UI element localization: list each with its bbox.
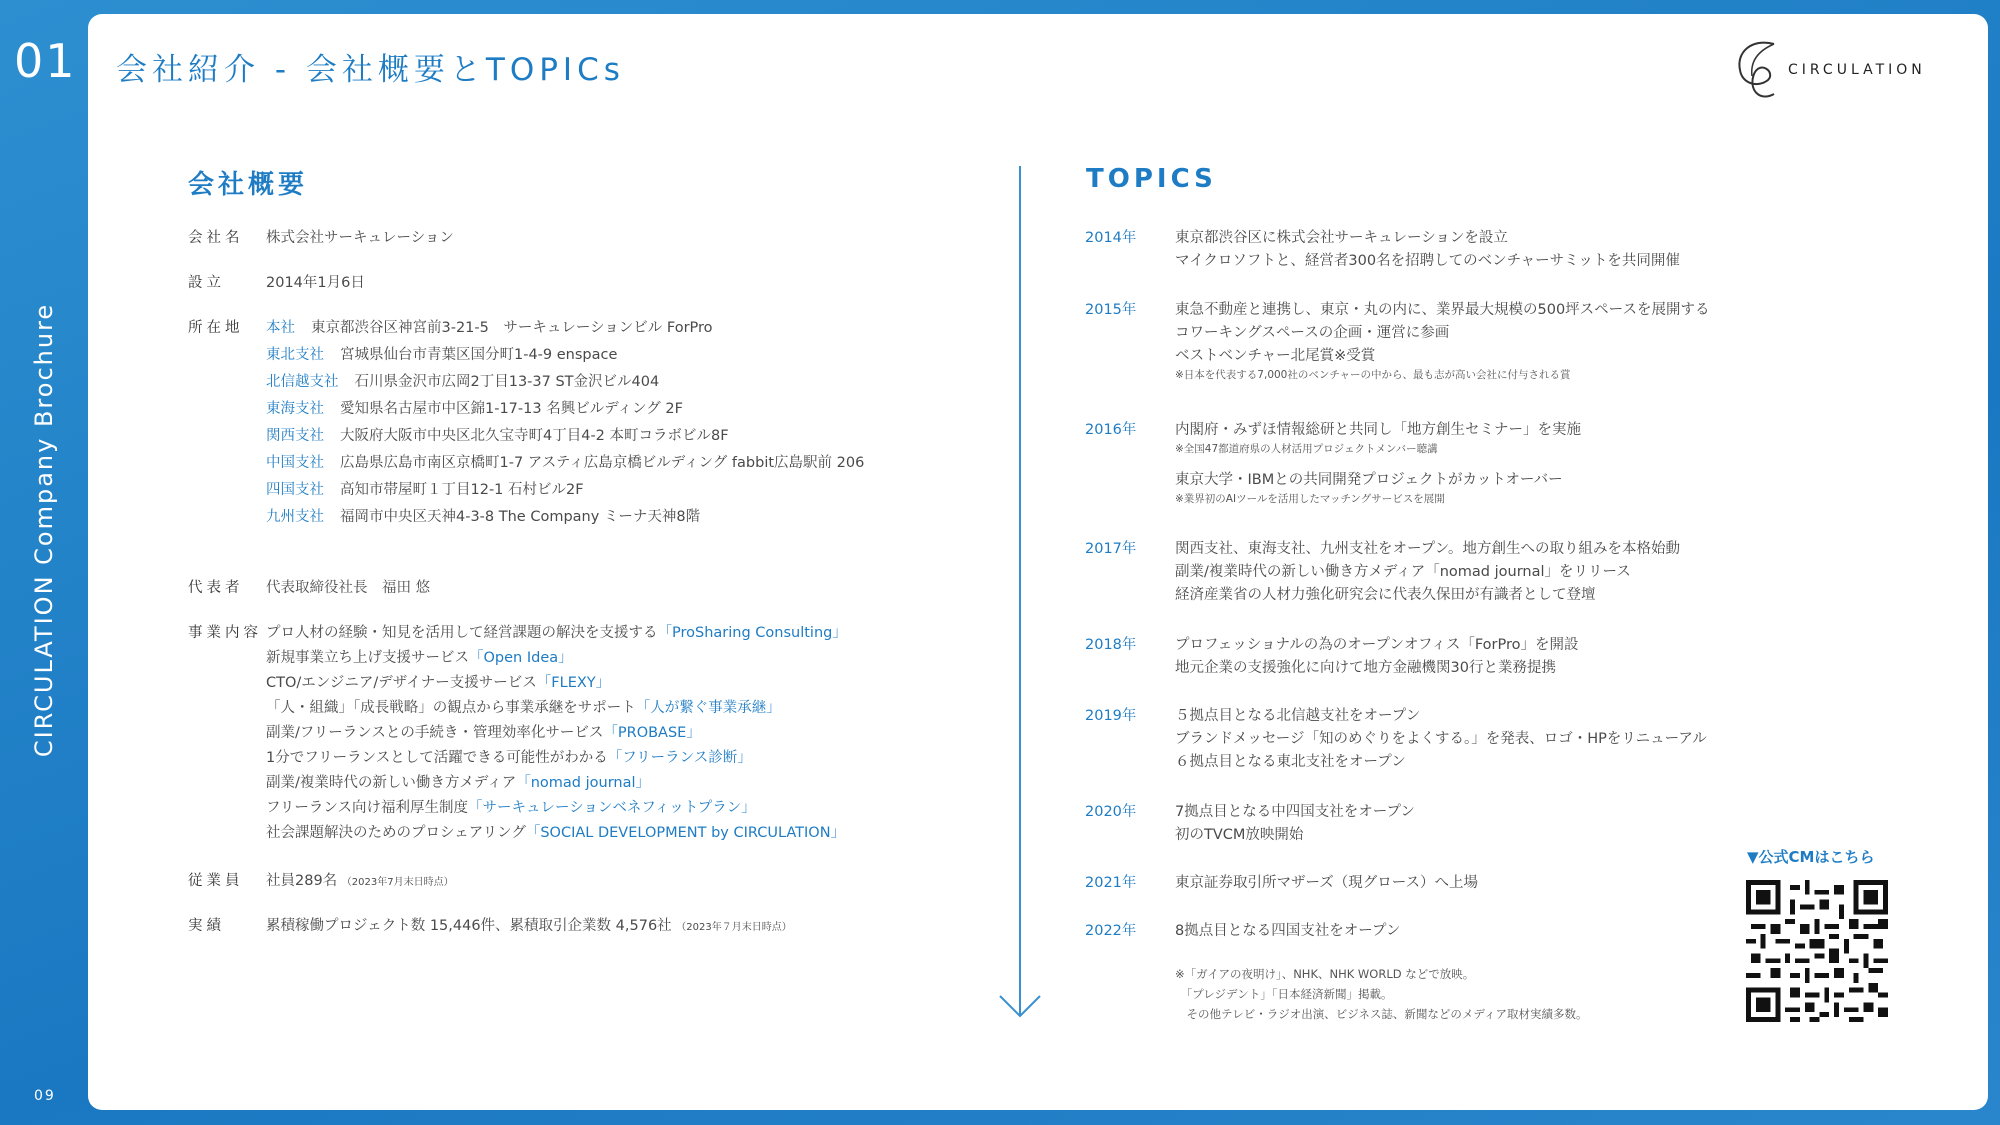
location-label: 所在地 — [188, 320, 244, 336]
overview-heading: 会社概要 — [188, 170, 309, 200]
office-name: 東海支社 — [266, 401, 324, 417]
business-item — [266, 746, 752, 767]
representative: 代表取締役社長 福田 悠 — [266, 580, 431, 596]
business-text: 社会課題解決のためのプロシェアリング — [266, 825, 526, 841]
topic-note: ※業界初のAIツールを活用したマッチングサービスを展開 — [1175, 493, 1445, 505]
office-item — [266, 343, 617, 364]
business-item — [266, 821, 845, 842]
employees-label: 従業員 — [188, 873, 244, 889]
timeline-divider — [1019, 166, 1021, 1016]
topic-line: 経済産業省の人材力強化研究会に代表久保田が有識者として登壇 — [1175, 587, 1596, 603]
footnote-line: ※「ガイアの夜明け」、NHK、NHK WORLD などで放映。 — [1175, 967, 1475, 981]
footnote-line: その他テレビ・ラジオ出演、ビジネス誌、新聞などのメディア取材実績多数。 — [1175, 1007, 1588, 1021]
service-name: 「人が繋ぐ事業承継」 — [635, 700, 781, 716]
results-note: （2023年７月末日時点） — [676, 922, 792, 933]
business-label: 事業内容 — [188, 625, 262, 641]
office-address: 福岡市中央区天神4-3-8 The Company ミーナ天神8階 — [340, 509, 701, 525]
office-item — [266, 316, 713, 337]
service-name: 「フリーランス診断」 — [607, 750, 752, 766]
service-name: 「PROBASE」 — [603, 725, 701, 741]
topic-line: 内閣府・みずほ情報総研と共同し「地方創生セミナー」を実施 — [1175, 422, 1581, 438]
topic-note: ※全国47都道府県の人材活用プロジェクトメンバー聴講 — [1175, 443, 1438, 455]
topic-line: 関西支社、東海支社、九州支社をオープン。地方創生への取り組みを本格始動 — [1175, 541, 1681, 557]
office-address: 宮城県仙台市青葉区国分町1-4-9 enspace — [340, 347, 618, 363]
business-text: CTO/エンジニア/デザイナー支援サービス — [266, 675, 537, 691]
representative-label: 代表者 — [188, 580, 244, 596]
founded-date: 2014年1月6日 — [266, 275, 365, 291]
circulation-logo — [1730, 30, 1960, 110]
founded-label: 設立 — [188, 275, 225, 291]
company-name-label: 会社名 — [188, 230, 244, 246]
topic-year: 2020年 — [1085, 804, 1137, 820]
office-address: 高知市帯屋町１丁目12-1 石村ビル2F — [340, 482, 584, 498]
topic-line: ブランドメッセージ「知のめぐりをよくする。」を発表、ロゴ・HPをリニューアル — [1175, 731, 1707, 747]
office-item — [266, 451, 864, 472]
topic-line: マイクロソフトと、経営者300名を招聘してのベンチャーサミットを共同開催 — [1175, 253, 1680, 269]
circulation-logo-icon — [1730, 30, 1790, 110]
office-name: 四国支社 — [266, 482, 324, 498]
office-address: 大阪府大阪市中央区北久宝寺町4丁目4-2 本町コラボビル8F — [340, 428, 729, 444]
service-name: 「サーキュレーションベネフィットプラン」 — [467, 800, 756, 816]
topic-year: 2017年 — [1085, 541, 1137, 557]
office-item — [266, 505, 700, 526]
business-item — [266, 796, 756, 817]
topic-line: 東急不動産と連携し、東京・丸の内に、業界最大規模の500坪スペースを展開する — [1175, 302, 1710, 318]
office-address: 広島県広島市南区京橋町1-7 アスティ広島京橋ビルディング fabbit広島駅前 206 — [340, 455, 865, 471]
office-name: 本社 — [266, 320, 295, 336]
office-item — [266, 397, 683, 418]
office-item — [266, 478, 584, 499]
topic-year: 2019年 — [1085, 708, 1137, 724]
office-item — [266, 370, 659, 391]
topic-line: ６拠点目となる東北支社をオープン — [1175, 754, 1406, 770]
topic-line: 東京大学・IBMとの共同開発プロジェクトがカットオーバー — [1175, 472, 1563, 488]
employees: 社員289名 — [266, 873, 338, 889]
topic-year: 2021年 — [1085, 875, 1137, 891]
results-label: 実績 — [188, 918, 225, 934]
office-item — [266, 424, 729, 445]
office-address: 愛知県名古屋市中区錦1-17-13 名興ビルディング 2F — [340, 401, 683, 417]
employees-note: （2023年7月末日時点） — [341, 877, 454, 888]
business-text: 1分でフリーランスとして活躍できる可能性がわかる — [266, 750, 608, 766]
office-name: 北信越支社 — [266, 374, 339, 390]
topic-line: 初のTVCM放映開始 — [1175, 827, 1304, 843]
service-name: 「nomad journal」 — [516, 775, 651, 791]
service-name: 「FLEXY」 — [536, 675, 611, 691]
service-name: 「Open Idea」 — [469, 650, 573, 666]
folio: 09 — [34, 1088, 56, 1104]
business-text: 新規事業立ち上げ支援サービス — [266, 650, 469, 666]
content-card — [88, 14, 1988, 1110]
office-name: 関西支社 — [266, 428, 324, 444]
footnote-line: 「プレジデント」「日本経済新聞」掲載。 — [1175, 987, 1393, 1001]
topic-year: 2015年 — [1085, 302, 1137, 318]
office-name: 東北支社 — [266, 347, 324, 363]
topic-line: 7拠点目となる中四国支社をオープン — [1175, 804, 1415, 820]
topic-line: ベストベンチャー北尾賞※受賞 — [1175, 348, 1376, 364]
business-text: プロ人材の経験・知見を活用して経営課題の解決を支援する — [266, 625, 658, 641]
topic-year: 2014年 — [1085, 230, 1137, 246]
topic-line: 東京都渋谷区に株式会社サーキュレーションを設立 — [1175, 230, 1508, 246]
office-name: 中国支社 — [266, 455, 324, 471]
topics-heading: TOPICS — [1086, 164, 1217, 194]
office-name: 九州支社 — [266, 509, 324, 525]
down-arrow-icon — [998, 994, 1042, 1020]
topic-line: ５拠点目となる北信越支社をオープン — [1175, 708, 1421, 724]
office-address: 東京都渋谷区神宮前3-21-5 サーキュレーションビル ForPro — [311, 320, 713, 336]
service-name: 「SOCIAL DEVELOPMENT by CIRCULATION」 — [525, 825, 846, 841]
topic-line: 副業/複業時代の新しい働き方メディア「nomad journal」をリリース — [1175, 564, 1631, 580]
office-address: 石川県金沢市広岡2丁目13-37 ST金沢ビル404 — [354, 374, 660, 390]
qr-code-icon[interactable] — [1746, 880, 1888, 1022]
topic-line: 8拠点目となる四国支社をオープン — [1175, 923, 1401, 939]
service-name: 「ProSharing Consulting」 — [657, 625, 847, 641]
page-title: 会社紹介 - 会社概要とTOPICs — [116, 52, 625, 88]
business-item — [266, 771, 650, 792]
business-text: フリーランス向け福利厚生制度 — [266, 800, 468, 816]
media-footnote — [1175, 964, 1588, 1024]
business-item — [266, 621, 847, 642]
topic-note: ※日本を代表する7,000社のベンチャーの中から、最も志が高い会社に付与される賞 — [1175, 369, 1571, 381]
business-item — [266, 696, 781, 717]
logo-text: CIRCULATION — [1788, 62, 1926, 78]
topic-year: 2022年 — [1085, 923, 1137, 939]
page-number: 01 — [14, 34, 77, 88]
business-item — [266, 671, 610, 692]
topic-line: コワーキングスペースの企画・運営に参画 — [1175, 325, 1450, 341]
topic-line: 東京証券取引所マザーズ（現グロース）へ上場 — [1175, 875, 1479, 891]
topic-line: 地元企業の支援強化に向けて地方金融機関30行と業務提携 — [1175, 660, 1556, 676]
topic-year: 2016年 — [1085, 422, 1137, 438]
topic-line: プロフェッショナルの為のオープンオフィス「ForPro」を開設 — [1175, 637, 1579, 653]
topic-year: 2018年 — [1085, 637, 1137, 653]
business-text: 副業/複業時代の新しい働き方メディア — [266, 775, 517, 791]
results: 累積稼働プロジェクト数 15,446件、累積取引企業数 4,576社 — [266, 918, 672, 934]
business-text: 副業/フリーランスとの手続き・管理効率化サービス — [266, 725, 604, 741]
cm-link-label[interactable]: ▼公式CMはこちら — [1747, 848, 1875, 866]
business-item — [266, 721, 701, 742]
business-text: 「人・組織」「成長戦略」の観点から事業承継をサポート — [266, 700, 636, 716]
business-item — [266, 646, 573, 667]
vertical-brochure-title: CIRCULATION Company Brochure — [30, 302, 58, 758]
company-name: 株式会社サーキュレーション — [266, 230, 454, 246]
